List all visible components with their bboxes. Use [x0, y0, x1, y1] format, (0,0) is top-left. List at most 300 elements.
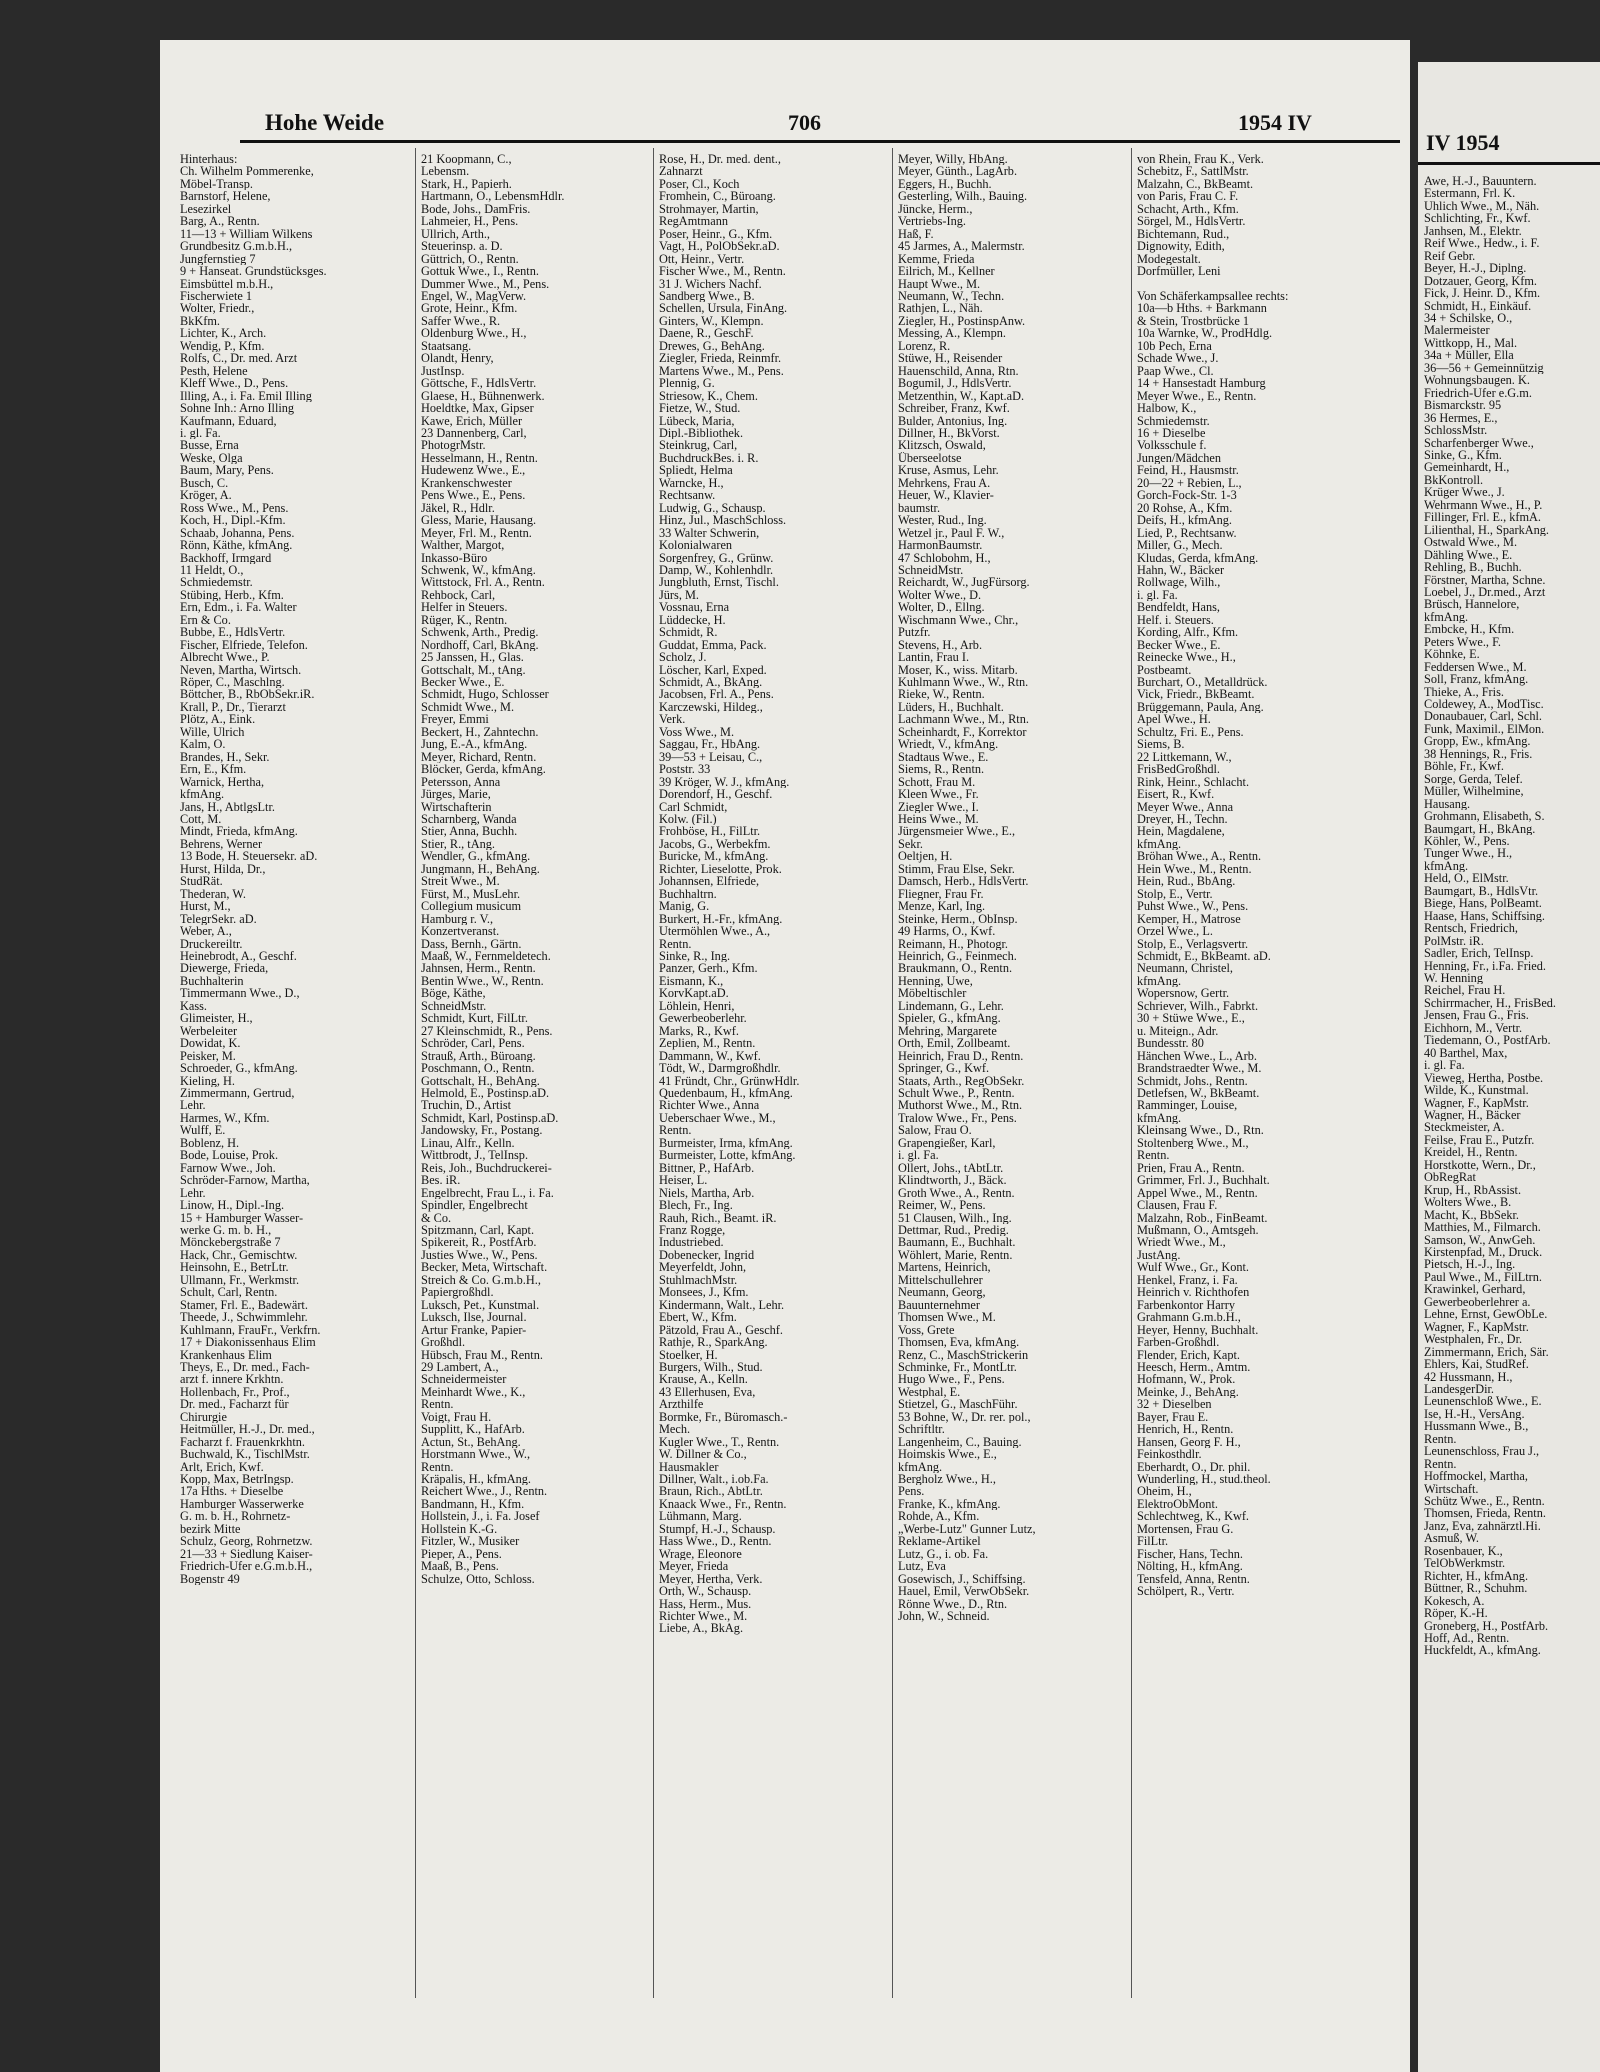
directory-entry-line: HarmonBaumstr.	[898, 539, 983, 552]
page-number: 706	[788, 110, 821, 135]
directory-entry-line: Stüwe, H., Reisender	[898, 352, 1003, 365]
directory-entry-line: Funk, Maximil., ElMon.	[1424, 722, 1545, 736]
directory-entry-line: Thomsen, Eva, kfmAng.	[898, 1336, 1020, 1349]
directory-entry-line: Wopersnow, Gertr.	[1137, 987, 1230, 1000]
directory-entry-line: Zimmermann, Gertrud,	[180, 1086, 295, 1100]
directory-entry-line: Hoimskis Wwe., E.,	[898, 1448, 997, 1461]
directory-entry-line: Illing, A., i. Fa. Emil Illing	[180, 389, 312, 403]
directory-entry-line: Ullrich, Arth.,	[421, 227, 490, 241]
directory-entry-line: Schwenk, W., kfmAng.	[421, 563, 536, 577]
directory-entry-line: Henning, Fr., i.Fa. Fried.	[1424, 959, 1546, 972]
directory-entry-line: Gosewisch, J., Schiffsing.	[898, 1572, 1026, 1586]
directory-entry-line: kfmAng.	[1137, 837, 1182, 851]
directory-entry-line: Brüggemann, Paula, Ang.	[1137, 700, 1264, 714]
directory-entry-line: Bubbe, E., HdlsVertr.	[180, 626, 286, 639]
directory-entry-line: Lied, P., Rechtsanw.	[1137, 526, 1237, 540]
directory-entry-line: Ern & Co.	[180, 613, 231, 627]
directory-entry-line: Deifs, H., kfmAng.	[1137, 514, 1232, 527]
directory-entry-line: Stoltenberg Wwe., M.,	[1137, 1136, 1249, 1150]
directory-entry-line: Büttner, R., Schuhm.	[1424, 1582, 1528, 1595]
directory-entry-line: Poststr. 33	[659, 763, 711, 776]
directory-entry-line: Bröhan Wwe., A., Rentn.	[1137, 850, 1262, 863]
directory-entry-line: Rollwage, Wilh.,	[1137, 576, 1221, 589]
directory-entry-line: Steinke, Herm., ObInsp.	[898, 912, 1018, 926]
directory-entry-line: Heinrich, G., Feinmech.	[898, 950, 1017, 963]
directory-entry-line: BkKontroll.	[1424, 473, 1484, 487]
directory-entry-line: Stumpf, H.-J., Schausp.	[659, 1522, 776, 1536]
directory-entry-line: Asmuß, W.	[1424, 1532, 1480, 1545]
directory-entry-line: Schult, Carl, Rentn.	[180, 1286, 278, 1299]
directory-entry-line: Meinhardt Wwe., K.,	[421, 1385, 526, 1399]
directory-entry-line: BkKfm.	[180, 314, 220, 328]
directory-entry-line: i. gl. Fa.	[898, 1149, 939, 1162]
directory-entry-line: Hamburg r. V.,	[421, 912, 494, 926]
directory-entry-line: Druckereiltr.	[180, 937, 243, 950]
directory-entry-line: Saggau, Fr., HbAng.	[659, 738, 761, 751]
directory-entry-line: Heuer, W., Klavier-	[898, 489, 994, 502]
directory-entry-line: Richter, H., kfmAng.	[1424, 1569, 1529, 1583]
directory-entry-line: Maaß, W., Fernmeldetech.	[421, 950, 551, 963]
directory-entry-line: Hollenbach, Fr., Prof.,	[180, 1385, 290, 1399]
directory-entry-line: Industriebed.	[659, 1236, 724, 1249]
directory-entry-line: Lühmann, Marg.	[659, 1510, 742, 1523]
directory-entry-line: SchneidMstr.	[898, 563, 964, 577]
directory-entry-line: Stübing, Herb., Kfm.	[180, 588, 284, 602]
directory-entry-line: Rehbock, Carl,	[421, 588, 496, 602]
directory-entry-line: Farbenkontor Harry	[1137, 1298, 1236, 1312]
directory-entry-line: Burchart, O., Metalldrück.	[1137, 676, 1268, 689]
directory-entry-line: Plennig, G.	[659, 377, 715, 390]
directory-entry-line: Niels, Martha, Arb.	[659, 1186, 755, 1200]
directory-entry-line: Warncke, H.,	[659, 476, 724, 490]
directory-entry-line: G. m. b. H., Rohrnetz-	[180, 1510, 291, 1523]
directory-entry-line: Burkert, H.-Fr., kfmAng.	[659, 912, 783, 926]
directory-entry-line: Vossnau, Erna	[659, 601, 730, 614]
directory-entry-line: Modegestalt.	[1137, 252, 1201, 266]
directory-entry-line: FrisBedGroßhdl.	[1137, 763, 1221, 776]
directory-entry-line: Meyer, Richard, Rentn.	[421, 750, 537, 764]
directory-entry-line: Striesow, K., Chem.	[659, 389, 758, 403]
directory-entry-line: Vagt, H., PolObSekr.aD.	[659, 240, 780, 253]
directory-entry-line: Lüddecke, H.	[659, 613, 726, 627]
directory-entry-line: Messing, A., Klempn.	[898, 327, 1006, 340]
directory-entry-line: Oeltjen, H.	[898, 850, 953, 863]
directory-entry-line: Kawe, Erich, Müller	[421, 414, 523, 427]
directory-entry-line: Meinke, J., BehAng.	[1137, 1385, 1239, 1399]
directory-entry-line: Justies Wwe., W., Pens.	[421, 1248, 538, 1262]
directory-entry-line: bezirk Mitte	[180, 1522, 241, 1536]
directory-entry-line: Wittstock, Frl. A., Rentn.	[421, 576, 545, 589]
directory-entry-line: Haupt Wwe., M.	[898, 277, 981, 290]
directory-entry-line: Behrens, Werner	[180, 837, 263, 851]
directory-entry-line: Arlt, Erich, Kwf.	[180, 1460, 264, 1474]
directory-entry-line: Fromhein, C., Büroang.	[659, 190, 776, 203]
directory-entry-line: Stoelker, H.	[659, 1348, 718, 1361]
directory-entry-line: Schwenk, Arth., Predig.	[421, 626, 539, 639]
directory-entry-line: Haase, Hans, Schiffsing.	[1424, 909, 1546, 923]
directory-entry-line: Hein Wwe., M., Rentn.	[1137, 862, 1252, 876]
directory-entry-line: Reif Wwe., Hedw., i. F.	[1424, 237, 1540, 250]
directory-entry-line: 27 Kleinschmidt, R., Pens.	[421, 1024, 553, 1038]
directory-entry-line: Artur Franke, Papier-	[421, 1323, 527, 1337]
directory-entry-line: Langenheim, C., Bauing.	[898, 1435, 1022, 1449]
directory-entry-line: Wagner, F., KapMstr.	[1424, 1096, 1529, 1109]
directory-entry-line: 40 Barthel, Max,	[1424, 1046, 1508, 1060]
directory-entry-line: Fischer, Elfriede, Telefon.	[180, 638, 308, 652]
directory-entry-line: Luksch, Pet., Kunstmal.	[421, 1298, 540, 1312]
directory-entry-line: Wischmann Wwe., Chr.,	[898, 613, 1019, 627]
directory-entry-line: Blech, Fr., Ing.	[659, 1199, 733, 1212]
directory-entry-line: Kaufmann, Eduard,	[180, 414, 277, 427]
directory-entry-line: Ziegler, Frieda, Reinmfr.	[659, 352, 782, 365]
directory-entry-line: Tensfeld, Anna, Rentn.	[1137, 1572, 1250, 1586]
directory-entry-line: Dignowity, Edith,	[1137, 240, 1225, 253]
directory-entry-line: Collegium musicum	[421, 900, 522, 913]
directory-entry-line: Brüsch, Hannelore,	[1424, 598, 1520, 611]
adjacent-page-header: IV 1954	[1426, 130, 1500, 155]
directory-entry-line: i. gl. Fa.	[180, 426, 221, 440]
directory-entry-line: Schmiedemstr.	[180, 576, 253, 589]
directory-entry-line: Kruse, Asmus, Lehr.	[898, 464, 999, 477]
directory-entry-line: Überseelotse	[898, 451, 962, 465]
directory-entry-line: Kindermann, Walt., Lehr.	[659, 1298, 785, 1312]
directory-entry-line: Appel Wwe., M., Rentn.	[1137, 1186, 1258, 1200]
directory-entry-line: Franz Rogge,	[659, 1223, 726, 1237]
directory-entry-line: 23 Dannenberg, Carl,	[421, 426, 527, 440]
directory-entry-line: Schroeder, G., kfmAng.	[180, 1062, 298, 1075]
directory-entry-line: Beyer, H.-J., Diplng.	[1424, 262, 1527, 275]
directory-entry-line: Dass, Bernh., Gärtn.	[421, 937, 522, 950]
directory-entry-line: Wagner, F., KapMstr.	[1424, 1320, 1529, 1334]
directory-entry-line: Ostwald Wwe., M.	[1424, 536, 1518, 549]
directory-entry-line: Franke, K., kfmAng.	[898, 1497, 1001, 1511]
directory-entry-line: Braukmann, O., Rentn.	[898, 962, 1013, 975]
directory-entry-line: Arzthilfe	[659, 1398, 704, 1411]
directory-entry-line: Lutz, Eva	[898, 1560, 946, 1573]
directory-entry-line: Farnow Wwe., Joh.	[180, 1161, 276, 1175]
directory-entry-line: Löhlein, Henri,	[659, 999, 735, 1013]
directory-entry-line: kfmAng.	[898, 1460, 943, 1474]
directory-entry-line: Wendig, P., Kfm.	[180, 339, 265, 353]
directory-entry-line: Meyer Wwe., E., Rentn.	[1137, 389, 1257, 403]
directory-entry-line: Krawinkel, Gerhard,	[1424, 1283, 1526, 1296]
directory-entry-line: Strohmayer, Martin,	[659, 202, 759, 216]
directory-entry-line: Rauh, Rich., Beamt. iR.	[659, 1211, 777, 1224]
directory-entry-line: Richter Wwe., M.	[659, 1610, 748, 1623]
directory-entry-line: Dettmar, Rud., Predig.	[898, 1223, 1009, 1237]
directory-entry-line: Zeplien, M., Rentn.	[659, 1037, 756, 1050]
directory-entry-line: Panzer, Gerh., Kfm.	[659, 962, 758, 975]
directory-entry-line: Fillinger, Frl. E., kfmA.	[1424, 511, 1542, 524]
directory-entry-line: Timmermann Wwe., D.,	[180, 987, 300, 1000]
directory-entry-line: Schmidt Wwe., M.	[421, 700, 515, 714]
directory-entry-line: Lantin, Frau I.	[898, 651, 970, 664]
directory-entry-line: Wetzel jr., Paul F. W.,	[898, 526, 1005, 540]
directory-entry-line: Becker, Meta, Wirtschaft.	[421, 1261, 548, 1274]
directory-entry-line: Verk.	[659, 713, 686, 726]
directory-entry-line: Ern, Edm., i. Fa. Walter	[180, 601, 297, 614]
directory-entry-line: Leunenschloss, Frau J.,	[1424, 1445, 1540, 1458]
directory-entry-line: StudRät.	[180, 875, 223, 888]
directory-entry-line: Sadler, Erich, TelInsp.	[1424, 947, 1534, 960]
directory-entry-line: Carl Schmidt,	[659, 800, 728, 814]
directory-entry-line: 11—13 + William Wilkens	[180, 227, 313, 241]
column-3	[659, 153, 887, 1983]
directory-entry-line: Rüger, K., Rentn.	[421, 613, 508, 627]
directory-entry-line: & Stein, Trostbrücke 1	[1137, 314, 1250, 328]
directory-entry-line: Wriedt, V., kfmAng.	[898, 738, 999, 751]
directory-entry-line: John, W., Schneid.	[898, 1610, 990, 1623]
directory-entry-line: Wolter Wwe., D.	[898, 588, 982, 602]
directory-entry-line: Rolfs, C., Dr. med. Arzt	[180, 352, 298, 365]
directory-entry-line: ObRegRat	[1424, 1171, 1476, 1184]
directory-entry-line: TelObWerkmstr.	[1424, 1557, 1506, 1570]
directory-entry-line: 39—53 + Leisau, C.,	[659, 750, 763, 764]
directory-entry-line: Janhsen, M., Elektr.	[1424, 224, 1522, 238]
directory-entry-line: Reimer, W., Pens.	[898, 1199, 986, 1212]
directory-entry-line: Kopp, Max, BetrIngsp.	[180, 1473, 294, 1486]
directory-entry-line: Kleinsang Wwe., D., Rtn.	[1137, 1124, 1264, 1137]
directory-entry-line: Richter Wwe., Anna	[659, 1099, 760, 1112]
directory-entry-line: Monsees, J., Kfm.	[659, 1286, 749, 1299]
directory-entry-line: Hesselmann, H., Rentn.	[421, 451, 538, 465]
directory-entry-line: Coldewey, A., ModTisc.	[1424, 698, 1544, 711]
directory-entry-line: Kemme, Frieda	[898, 252, 975, 266]
directory-entry-line: 31 J. Wichers Nachf.	[659, 277, 762, 290]
directory-entry-line: PhotogrMstr.	[421, 439, 486, 452]
directory-entry-line: Wrage, Eleonore	[659, 1547, 742, 1561]
directory-entry-line: Kass.	[180, 999, 207, 1013]
directory-entry-line: Stier, Anna, Buchh.	[421, 825, 518, 838]
directory-entry-line: Poser, Cl., Koch	[659, 177, 740, 191]
directory-entry-line: 51 Clausen, Wilh., Ing.	[898, 1211, 1012, 1224]
directory-entry-line: Stietzel, G., MaschFühr.	[898, 1398, 1018, 1411]
directory-entry-line: 53 Bohne, W., Dr. rer. pol.,	[898, 1410, 1031, 1424]
directory-entry-line: 41 Fründt, Chr., GrünwHdlr.	[659, 1074, 800, 1087]
directory-entry-line: Heinsohn, E., BetrLtr.	[180, 1261, 289, 1274]
directory-entry-line: Facharzt f. Frauenkrkhtn.	[180, 1435, 305, 1449]
directory-entry-line: Röper, K.-H.	[1424, 1607, 1488, 1620]
directory-entry-line: Groneberg, H., PostfArb.	[1424, 1619, 1549, 1633]
directory-entry-line: Zimmermann, Erich, Sär.	[1424, 1345, 1549, 1359]
directory-entry-line: Johannsen, Elfriede,	[659, 875, 760, 888]
directory-entry-line: Wulff, E.	[180, 1124, 226, 1137]
directory-entry-line: Streich & Co. G.m.b.H.,	[421, 1273, 541, 1287]
directory-entry-line: Lübeck, Maria,	[659, 414, 735, 427]
directory-entry-line: RegAmtmann	[659, 215, 728, 228]
directory-entry-line: Martens Wwe., M., Pens.	[659, 364, 784, 378]
directory-entry-line: Lahmeier, H., Pens.	[421, 215, 519, 228]
directory-entry-line: Konzertveranst.	[421, 925, 500, 938]
directory-entry-line: Wriedt Wwe., M.,	[1137, 1236, 1226, 1249]
directory-entry-line: Rentn.	[1137, 1149, 1170, 1162]
directory-entry-line: Hussmann Wwe., B.,	[1424, 1420, 1529, 1433]
directory-entry-line: Rönne Wwe., D., Rtn.	[898, 1597, 1008, 1611]
directory-entry-line: Bundesstr. 80	[1137, 1037, 1204, 1050]
directory-entry-line: 38 Hennings, R., Fris.	[1424, 747, 1533, 761]
directory-entry-line: Donaubauer, Carl, Schl.	[1424, 710, 1543, 723]
directory-entry-line: Hollstein K.-G.	[421, 1522, 498, 1536]
directory-entry-line: Muthorst Wwe., M., Rtn.	[898, 1099, 1023, 1112]
directory-entry-line: 14 + Hansestadt Hamburg	[1137, 377, 1266, 390]
directory-entry-line: Tunger Wwe., H.,	[1424, 847, 1513, 860]
directory-entry-line: Postbeamt.	[1137, 663, 1192, 677]
directory-entry-line: Maaß, B., Pens.	[421, 1560, 499, 1573]
directory-entry-line: Kugler Wwe., T., Rentn.	[659, 1435, 780, 1449]
directory-entry-line: Feind, H., Hausmstr.	[1137, 464, 1239, 477]
directory-entry-line: Ott, Heinr., Vertr.	[659, 252, 745, 266]
directory-entry-line: Heyer, Henny, Buchhalt.	[1137, 1323, 1259, 1337]
directory-entry-line: 25 Janssen, H., Glas.	[421, 651, 524, 664]
column-4	[898, 153, 1126, 1983]
directory-entry-line: Warnick, Hertha,	[180, 775, 265, 789]
year-volume: 1954 IV	[1238, 110, 1312, 135]
directory-entry-line: Metzenthin, W., Kapt.aD.	[898, 389, 1025, 403]
directory-entry-line: Schröder-Farnow, Martha,	[180, 1174, 310, 1187]
directory-entry-line: W. Dillner & Co.,	[659, 1448, 747, 1461]
directory-entry-line: Frohböse, H., FilLtr.	[659, 825, 761, 838]
column-2	[421, 153, 649, 1983]
directory-entry-line: Lilienthal, H., SparkAng.	[1424, 523, 1549, 537]
column-divider	[892, 148, 893, 1998]
directory-entry-line: Damp, W., Kohlenhdlr.	[659, 563, 774, 577]
directory-entry-line: Chirurgie	[180, 1410, 227, 1424]
directory-entry-line: Schult Wwe., P., Rentn.	[898, 1086, 1015, 1100]
directory-entry-line: Ziegler Wwe., I.	[898, 800, 979, 814]
directory-entry-line: Schulze, Otto, Schloss.	[421, 1572, 535, 1586]
directory-entry-line: Köhnke, E.	[1424, 648, 1480, 661]
directory-entry-line: Loebel, J., Dr.med., Arzt	[1424, 585, 1546, 599]
directory-entry-line: Dipl.-Bibliothek.	[659, 426, 744, 440]
directory-entry-line: 29 Lambert, A.,	[421, 1360, 499, 1374]
directory-entry-line: Wohnungsbaugen. K.	[1424, 374, 1530, 387]
directory-entry-line: Estermann, Frl. K.	[1424, 187, 1516, 200]
directory-entry-line: Orth, W., Schausp.	[659, 1585, 752, 1598]
directory-entry-line: Ziegler, H., PostinspAnw.	[898, 314, 1026, 328]
directory-entry-line: Gottschalt, H., BehAng.	[421, 1074, 540, 1087]
directory-entry-line: Lehr.	[180, 1099, 206, 1112]
directory-entry-line: Daene, R., GeschF.	[659, 327, 754, 340]
directory-entry-line: Jäkel, R., Hdlr.	[421, 501, 495, 515]
directory-entry-line: Theys, E., Dr. med., Fach-	[180, 1360, 310, 1374]
directory-entry-line: Schlichting, Fr., Kwf.	[1424, 212, 1531, 225]
directory-entry-line: Pieper, A., Pens.	[421, 1547, 502, 1561]
directory-entry-line: Drewes, G., BehAng.	[659, 339, 765, 353]
directory-entry-line: Hänchen Wwe., L., Arb.	[1137, 1049, 1257, 1063]
directory-entry-line: Quedenbaum, H., kfmAng.	[659, 1086, 793, 1100]
directory-entry-line: Meyer, Hertha, Verk.	[659, 1572, 763, 1586]
directory-entry-line: Bormke, Fr., Büromasch.-	[659, 1410, 788, 1424]
directory-entry-line: Stier, R., tAng.	[421, 837, 495, 851]
directory-entry-line: Braun, Rich., AbtLtr.	[659, 1485, 763, 1498]
directory-entry-line: u. Miteign., Adr.	[1137, 1024, 1219, 1038]
directory-entry-line: Baum, Mary, Pens.	[180, 464, 274, 477]
directory-entry-line: Hamburger Wasserwerke	[180, 1497, 304, 1511]
directory-entry-line: Rentn.	[421, 1460, 454, 1474]
directory-entry-line: Grimmer, Frl. J., Buchhalt.	[1137, 1174, 1270, 1187]
directory-entry-line: Mortensen, Frau G.	[1137, 1522, 1234, 1536]
directory-entry-line: Gless, Marie, Hausang.	[421, 514, 537, 527]
directory-entry-line: Petersson, Anna	[421, 775, 501, 789]
directory-entry-line: Haß, F.	[898, 227, 934, 241]
directory-entry-line: Friedrich-Ufer e.G.m.	[1424, 386, 1532, 400]
directory-entry-line: kfmAng.	[180, 788, 225, 801]
directory-entry-line: Damsch, Herb., HdlsVertr.	[898, 875, 1029, 888]
directory-entry-line: Vick, Friedr., BkBeamt.	[1137, 688, 1255, 701]
directory-entry-line: Orth, Emil, Zollbeamt.	[898, 1037, 1011, 1050]
directory-entry-line: Liebe, A., BkAg.	[659, 1622, 744, 1635]
directory-entry-line: Strauß, Arth., Büroang.	[421, 1049, 536, 1063]
directory-entry-line: Grohmann, Elisabeth, S.	[1424, 810, 1545, 823]
directory-entry-line: Feinkosthdlr.	[1137, 1448, 1202, 1461]
directory-entry-line: Papiergroßhdl.	[421, 1286, 494, 1299]
directory-entry-line: ElektroObMont.	[1137, 1497, 1218, 1511]
directory-entry-line: Henning, Uwe,	[898, 974, 973, 988]
directory-entry-line: Röper, C., Maschlng.	[180, 676, 285, 689]
directory-entry-line: Hinterhaus:	[180, 153, 238, 166]
directory-entry-line: Stark, H., Papierh.	[421, 177, 512, 191]
directory-entry-line: Awe, H.-J., Bauuntern.	[1424, 175, 1537, 188]
directory-entry-line: Westphal, E.	[898, 1385, 961, 1399]
directory-entry-line: Lebensm.	[421, 165, 470, 178]
directory-entry-line: von Paris, Frau C. F.	[1137, 190, 1239, 203]
directory-entry-line: Putzfr.	[898, 626, 931, 639]
directory-entry-line: Krup, H., RbAssist.	[1424, 1183, 1522, 1197]
directory-entry-line: Wester, Rud., Ing.	[898, 514, 987, 527]
directory-entry-line: Kräpalis, H., kfmAng.	[421, 1473, 531, 1486]
directory-entry-line: Gewerbeoberlehrer a.	[1424, 1295, 1531, 1309]
directory-entry-line: Rieke, W., Rentn.	[898, 688, 985, 701]
directory-entry-line: Fitzler, W., Musiker	[421, 1535, 520, 1548]
directory-entry-line: werke G. m. b. H.,	[180, 1223, 272, 1237]
directory-entry-line: Buchhalterin	[180, 974, 244, 988]
directory-entry-line: Schirrmacher, H., FrisBed.	[1424, 996, 1557, 1010]
directory-entry-line: Lehne, Ernst, GewObLe.	[1424, 1308, 1548, 1321]
directory-entry-line: Sekr.	[898, 837, 923, 851]
directory-entry-line: Volksschule f.	[1137, 439, 1207, 452]
directory-entry-line: Glaese, H., Bühnenwerk.	[421, 389, 545, 403]
directory-entry-line: StuhlmachMstr.	[659, 1273, 738, 1287]
directory-entry-line: Grapengießer, Karl,	[898, 1136, 996, 1150]
directory-entry-line: Glimeister, H.,	[180, 1012, 253, 1025]
directory-entry-line: Kording, Alfr., Kfm.	[1137, 626, 1239, 639]
directory-entry-line: Steinkrug, Carl,	[659, 439, 738, 452]
directory-entry-line: 10a Warnke, W., ProdHdlg.	[1137, 327, 1273, 340]
directory-entry-line: Rohde, A., Kfm.	[898, 1510, 980, 1523]
directory-entry-line: Bittner, P., HafArb.	[659, 1161, 755, 1175]
directory-entry-line: Ross Wwe., M., Pens.	[180, 501, 289, 515]
directory-entry-line: Siems, B.	[1137, 738, 1185, 751]
directory-entry-line: Grahmann G.m.b.H.,	[1137, 1311, 1241, 1324]
directory-entry-line: Rentn.	[659, 937, 692, 950]
directory-entry-line: Baumgart, H., BkAng.	[1424, 822, 1536, 836]
directory-entry-line: Steuerinsp. a. D.	[421, 240, 503, 253]
directory-entry-line: Reimann, H., Photogr.	[898, 937, 1008, 950]
directory-entry-line: Held, O., ElMstr.	[1424, 872, 1509, 885]
directory-entry-line: Lachmann Wwe., M., Rtn.	[898, 713, 1029, 726]
directory-entry-line: Schacht, Arth., Kfm.	[1137, 202, 1239, 216]
directory-entry-line: 45 Jarmes, A., Malermstr.	[898, 240, 1025, 253]
directory-entry-line: Vieweg, Hertha, Postbe.	[1424, 1071, 1544, 1085]
directory-entry-line: Ullmann, Fr., Werkmstr.	[180, 1273, 300, 1287]
directory-entry-line: Dillner, Walt., i.ob.Fa.	[659, 1473, 769, 1486]
directory-entry-line: Wilde, K., Kunstmal.	[1424, 1084, 1529, 1097]
directory-entry-line: Springer, G., Kwf.	[898, 1062, 990, 1075]
directory-entry-line: Staats, Arth., RegObSekr.	[898, 1074, 1025, 1087]
directory-entry-line: 42 Hussmann, H.,	[1424, 1370, 1513, 1383]
directory-entry-line: 47 Schlobohm, H.,	[898, 551, 991, 564]
directory-entry-line: Heesch, Herm., Amtm.	[1137, 1360, 1251, 1374]
